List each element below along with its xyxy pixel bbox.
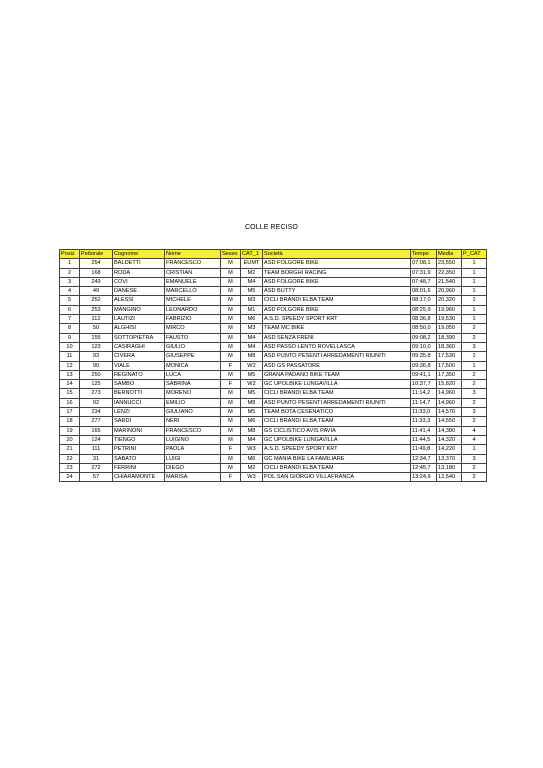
- cell-posiz: 10: [60, 342, 80, 351]
- cell-societa: TEAM BOTA CESENATICO: [263, 408, 411, 417]
- cell-nome: FABRIZIO: [165, 315, 221, 324]
- cell-tempo: 13:24,9: [411, 473, 437, 482]
- cell-tempo: 11:14,7: [411, 398, 437, 407]
- cell-nome: MONICA: [165, 361, 221, 370]
- cell-societa: CICLI BRANDI ELBA TEAM: [263, 417, 411, 426]
- cell-sesso: M: [221, 408, 241, 417]
- table-row: [60, 268, 487, 277]
- cell-pcat: 1: [462, 268, 487, 277]
- cell-pcat: 1: [462, 315, 487, 324]
- cell-societa: ASD FOLGORE BIKE: [263, 277, 411, 286]
- cell-media: 13,370: [437, 454, 462, 463]
- table-row: [60, 435, 487, 444]
- cell-tempo: 07:48,7: [411, 277, 437, 286]
- table-row: [60, 445, 487, 454]
- cell-media: 14,960: [437, 389, 462, 398]
- cell-media: 18,360: [437, 342, 462, 351]
- cell-cognome: CHIARAMONTE: [113, 473, 165, 482]
- cell-posiz: 1: [60, 259, 80, 268]
- cell-societa: GS CICLISTICO AVIS PAVIA: [263, 426, 411, 435]
- cell-pcat: 1: [462, 287, 487, 296]
- cell-tempo: 09:08,2: [411, 333, 437, 342]
- cell-cat: W2: [241, 380, 263, 389]
- cell-pettorale: 123: [80, 342, 113, 351]
- cell-pcat: 2: [462, 380, 487, 389]
- cell-nome: CRISTIAN: [165, 268, 221, 277]
- cell-media: 19,050: [437, 324, 462, 333]
- table-row: [60, 259, 487, 268]
- cell-posiz: 20: [60, 435, 80, 444]
- table-row: [60, 352, 487, 361]
- table-row: [60, 361, 487, 370]
- cell-pcat: 1: [462, 277, 487, 286]
- cell-pcat: 2: [462, 463, 487, 472]
- cell-nome: NERI: [165, 417, 221, 426]
- header-nome: Nome: [165, 250, 221, 259]
- cell-pcat: 2: [462, 398, 487, 407]
- cell-cat: M4: [241, 277, 263, 286]
- cell-cognome: IANNUCCI: [113, 398, 165, 407]
- cell-nome: LEONARDO: [165, 305, 221, 314]
- cell-pettorale: 253: [80, 305, 113, 314]
- cell-pettorale: 124: [80, 435, 113, 444]
- cell-pettorale: 252: [80, 296, 113, 305]
- cell-pettorale: 273: [80, 389, 113, 398]
- cell-media: 20,320: [437, 296, 462, 305]
- cell-pcat: 1: [462, 296, 487, 305]
- cell-societa: ASD PUNTO PESENTI ARREDAMENTI RIUNITI: [263, 352, 411, 361]
- table-row: [60, 408, 487, 417]
- cell-media: 20,960: [437, 287, 462, 296]
- cell-sesso: M: [221, 389, 241, 398]
- cell-posiz: 17: [60, 408, 80, 417]
- header-pcat: P_CAT: [462, 250, 487, 259]
- cell-pettorale: 112: [80, 315, 113, 324]
- cell-cognome: SAMBO: [113, 380, 165, 389]
- cell-posiz: 14: [60, 380, 80, 389]
- cell-media: 17,350: [437, 370, 462, 379]
- cell-nome: EMANUELE: [165, 277, 221, 286]
- cell-media: 14,220: [437, 445, 462, 454]
- table-row: [60, 324, 487, 333]
- page-title: COLLE RECISO: [245, 224, 298, 231]
- cell-cognome: LENZI: [113, 408, 165, 417]
- cell-pcat: 1: [462, 259, 487, 268]
- cell-pettorale: 111: [80, 445, 113, 454]
- cell-nome: MARISA: [165, 473, 221, 482]
- cell-media: 17,530: [437, 352, 462, 361]
- cell-pcat: 2: [462, 473, 487, 482]
- cell-tempo: 12:45,7: [411, 463, 437, 472]
- cell-posiz: 16: [60, 398, 80, 407]
- table-row: [60, 473, 487, 482]
- cell-posiz: 12: [60, 361, 80, 370]
- cell-tempo: 08:01,6: [411, 287, 437, 296]
- cell-posiz: 2: [60, 268, 80, 277]
- header-media: Media: [437, 250, 462, 259]
- cell-cat: M5: [241, 287, 263, 296]
- cell-tempo: 08:25,9: [411, 305, 437, 314]
- cell-cat: M2: [241, 463, 263, 472]
- cell-posiz: 13: [60, 370, 80, 379]
- cell-cognome: CIVERA: [113, 352, 165, 361]
- cell-sesso: M: [221, 342, 241, 351]
- cell-societa: CICLI BRANDI ELBA TEAM: [263, 463, 411, 472]
- cell-societa: ASD BUTTY: [263, 287, 411, 296]
- cell-cat: W3: [241, 445, 263, 454]
- cell-pcat: 1: [462, 305, 487, 314]
- cell-tempo: 11:44,5: [411, 435, 437, 444]
- cell-cat: M4: [241, 435, 263, 444]
- cell-pcat: 3: [462, 342, 487, 351]
- cell-cognome: ALESSI: [113, 296, 165, 305]
- cell-nome: MICHELE: [165, 296, 221, 305]
- header-sesso: Sesso: [221, 250, 241, 259]
- cell-tempo: 08:17,0: [411, 296, 437, 305]
- cell-pettorale: 254: [80, 259, 113, 268]
- cell-posiz: 6: [60, 305, 80, 314]
- cell-posiz: 22: [60, 454, 80, 463]
- cell-pettorale: 250: [80, 370, 113, 379]
- cell-pcat: 1: [462, 445, 487, 454]
- cell-nome: EMILIO: [165, 398, 221, 407]
- cell-posiz: 18: [60, 417, 80, 426]
- cell-media: 15,820: [437, 380, 462, 389]
- cell-posiz: 7: [60, 315, 80, 324]
- cell-sesso: M: [221, 352, 241, 361]
- cell-tempo: 11:41,4: [411, 426, 437, 435]
- cell-media: 22,350: [437, 268, 462, 277]
- cell-tempo: 07:31,9: [411, 268, 437, 277]
- cell-media: 12,540: [437, 473, 462, 482]
- cell-societa: A.S.D. SPEEDY SPORT KRT: [263, 445, 411, 454]
- table-body: [60, 259, 487, 482]
- cell-sesso: M: [221, 417, 241, 426]
- cell-nome: FRANCESCO: [165, 426, 221, 435]
- cell-tempo: 09:36,8: [411, 361, 437, 370]
- cell-cognome: CASIRAGHI: [113, 342, 165, 351]
- cell-cat: M3: [241, 324, 263, 333]
- header-cat: CAT_1: [241, 250, 263, 259]
- cell-posiz: 4: [60, 287, 80, 296]
- cell-cat: M1: [241, 305, 263, 314]
- table-row: [60, 417, 487, 426]
- table-row: [60, 315, 487, 324]
- cell-pcat: 2: [462, 333, 487, 342]
- cell-sesso: M: [221, 324, 241, 333]
- cell-sesso: M: [221, 277, 241, 286]
- cell-tempo: 09:10,0: [411, 342, 437, 351]
- table-row: [60, 333, 487, 342]
- cell-cognome: LAUTIZI: [113, 315, 165, 324]
- cell-posiz: 19: [60, 426, 80, 435]
- cell-pcat: 2: [462, 370, 487, 379]
- cell-cat: M8: [241, 352, 263, 361]
- cell-nome: LUIGINO: [165, 435, 221, 444]
- cell-societa: ASD SENZA FRENI: [263, 333, 411, 342]
- cell-sesso: F: [221, 361, 241, 370]
- cell-societa: CICLI BRANDI ELBA TEAM: [263, 296, 411, 305]
- cell-nome: DIEGO: [165, 463, 221, 472]
- cell-sesso: M: [221, 454, 241, 463]
- cell-cognome: BERNOTTI: [113, 389, 165, 398]
- cell-cognome: DANESE: [113, 287, 165, 296]
- cell-pettorale: 249: [80, 277, 113, 286]
- cell-nome: LUCA: [165, 370, 221, 379]
- cell-sesso: F: [221, 445, 241, 454]
- cell-nome: GIULIO: [165, 342, 221, 351]
- cell-pcat: 1: [462, 352, 487, 361]
- header-societa: Società: [263, 250, 411, 259]
- cell-societa: GC UPOLBIKE LUNGAVILLA: [263, 380, 411, 389]
- cell-nome: LUIGI: [165, 454, 221, 463]
- cell-media: 14,380: [437, 426, 462, 435]
- cell-nome: PAOLA: [165, 445, 221, 454]
- cell-societa: ASD FOLGORE BIKE: [263, 305, 411, 314]
- cell-nome: GIUSEPPE: [165, 352, 221, 361]
- table-row: [60, 398, 487, 407]
- cell-posiz: 3: [60, 277, 80, 286]
- header-tempo: Tempo: [411, 250, 437, 259]
- cell-cognome: RODA: [113, 268, 165, 277]
- cell-media: 19,960: [437, 305, 462, 314]
- cell-pcat: 2: [462, 417, 487, 426]
- cell-societa: A.S.D. SPEEDY SPORT KRT: [263, 315, 411, 324]
- cell-societa: GC MANIA BIKE LA FAMILIARE: [263, 454, 411, 463]
- header-posiz: Posiz: [60, 250, 80, 259]
- cell-societa: ASD GS PASSATORE: [263, 361, 411, 370]
- cell-cat: M6: [241, 315, 263, 324]
- cell-cognome: BALDETTI: [113, 259, 165, 268]
- cell-societa: GRANA PADANO BIKE TEAM: [263, 370, 411, 379]
- cell-tempo: 08:36,8: [411, 315, 437, 324]
- cell-tempo: 07:08,1: [411, 259, 437, 268]
- cell-cat: M4: [241, 342, 263, 351]
- cell-cognome: SOTTOPIETRA: [113, 333, 165, 342]
- cell-media: 21,540: [437, 277, 462, 286]
- cell-societa: ASD PASSO LENTO ROVELLASCA: [263, 342, 411, 351]
- cell-nome: FRANCESCO: [165, 259, 221, 268]
- cell-nome: GIULIANO: [165, 408, 221, 417]
- cell-nome: MARCELLO: [165, 287, 221, 296]
- cell-nome: MORENO: [165, 389, 221, 398]
- cell-tempo: 11:33,0: [411, 408, 437, 417]
- cell-cognome: ALGHISI: [113, 324, 165, 333]
- cell-societa: POL.SAN GIORGIO VILLAFRANCA: [263, 473, 411, 482]
- cell-cat: M4: [241, 333, 263, 342]
- cell-pettorale: 31: [80, 454, 113, 463]
- cell-cat: M5: [241, 370, 263, 379]
- cell-societa: TEAM BORGHI RACING: [263, 268, 411, 277]
- cell-sesso: M: [221, 398, 241, 407]
- cell-societa: GC UPOLBIKE LUNGAVILLA: [263, 435, 411, 444]
- cell-cognome: MARINONI: [113, 426, 165, 435]
- cell-pcat: 1: [462, 361, 487, 370]
- cell-cognome: SARDI: [113, 417, 165, 426]
- cell-pcat: 4: [462, 426, 487, 435]
- cell-posiz: 8: [60, 324, 80, 333]
- cell-posiz: 9: [60, 333, 80, 342]
- cell-pettorale: 57: [80, 473, 113, 482]
- header-cognome: Cognome: [113, 250, 165, 259]
- cell-sesso: M: [221, 287, 241, 296]
- cell-pcat: 3: [462, 408, 487, 417]
- cell-media: 14,320: [437, 435, 462, 444]
- table-row: [60, 277, 487, 286]
- cell-cognome: TIENGO: [113, 435, 165, 444]
- cell-posiz: 21: [60, 445, 80, 454]
- cell-cat: M8: [241, 398, 263, 407]
- cell-posiz: 5: [60, 296, 80, 305]
- table-row: [60, 296, 487, 305]
- cell-media: 14,550: [437, 417, 462, 426]
- cell-pcat: 3: [462, 454, 487, 463]
- cell-media: 19,530: [437, 315, 462, 324]
- cell-sesso: M: [221, 305, 241, 314]
- cell-tempo: 11:14,2: [411, 389, 437, 398]
- cell-pettorale: 93: [80, 352, 113, 361]
- cell-cat: M8: [241, 426, 263, 435]
- cell-nome: SABRINA: [165, 380, 221, 389]
- table-row: [60, 287, 487, 296]
- cell-cat: M6: [241, 454, 263, 463]
- cell-cognome: FERRINI: [113, 463, 165, 472]
- cell-tempo: 11:33,3: [411, 417, 437, 426]
- cell-pettorale: 272: [80, 463, 113, 472]
- table-row: [60, 380, 487, 389]
- cell-cat: M5: [241, 408, 263, 417]
- cell-tempo: 12:34,7: [411, 454, 437, 463]
- cell-cat: M6: [241, 417, 263, 426]
- cell-cat: W2: [241, 361, 263, 370]
- cell-media: 14,570: [437, 408, 462, 417]
- cell-cognome: VIALE: [113, 361, 165, 370]
- cell-cat: M2: [241, 268, 263, 277]
- table-row: [60, 454, 487, 463]
- cell-societa: ASD PUNTO PESENTI ARREDAMENTI RIUNITI: [263, 398, 411, 407]
- cell-cognome: PETRINI: [113, 445, 165, 454]
- cell-tempo: 11:49,8: [411, 445, 437, 454]
- cell-sesso: M: [221, 463, 241, 472]
- cell-media: 18,390: [437, 333, 462, 342]
- table-row: [60, 463, 487, 472]
- cell-pettorale: 92: [80, 398, 113, 407]
- cell-pettorale: 168: [80, 268, 113, 277]
- cell-societa: ASD FOLGORE BIKE: [263, 259, 411, 268]
- header-pettorale: Pettorale: [80, 250, 113, 259]
- cell-cognome: MANGINO: [113, 305, 165, 314]
- cell-cognome: COVI: [113, 277, 165, 286]
- results-table: [59, 249, 487, 482]
- cell-pettorale: 234: [80, 408, 113, 417]
- cell-posiz: 23: [60, 463, 80, 472]
- cell-sesso: M: [221, 315, 241, 324]
- cell-posiz: 11: [60, 352, 80, 361]
- cell-sesso: M: [221, 426, 241, 435]
- cell-tempo: 09:35,8: [411, 352, 437, 361]
- cell-sesso: M: [221, 296, 241, 305]
- cell-cat: M3: [241, 296, 263, 305]
- cell-pcat: 3: [462, 389, 487, 398]
- cell-posiz: 24: [60, 473, 80, 482]
- cell-sesso: M: [221, 435, 241, 444]
- table-row: [60, 389, 487, 398]
- cell-cognome: SABATO: [113, 454, 165, 463]
- cell-sesso: M: [221, 370, 241, 379]
- table-row: [60, 342, 487, 351]
- cell-cat: EUMT: [241, 259, 263, 268]
- cell-cat: W3: [241, 473, 263, 482]
- cell-nome: MIRCO: [165, 324, 221, 333]
- cell-media: 13,180: [437, 463, 462, 472]
- cell-pettorale: 125: [80, 380, 113, 389]
- cell-societa: TEAM MC BIKE: [263, 324, 411, 333]
- cell-posiz: 15: [60, 389, 80, 398]
- cell-pettorale: 155: [80, 333, 113, 342]
- cell-media: 14,960: [437, 398, 462, 407]
- cell-tempo: 09:41,1: [411, 370, 437, 379]
- cell-pettorale: 277: [80, 417, 113, 426]
- cell-sesso: M: [221, 259, 241, 268]
- header-row: [60, 250, 487, 259]
- cell-media: 23,550: [437, 259, 462, 268]
- cell-cognome: REGINATO: [113, 370, 165, 379]
- cell-societa: CICLI BRANDI ELBA TEAM: [263, 389, 411, 398]
- cell-pettorale: 90: [80, 361, 113, 370]
- cell-sesso: F: [221, 473, 241, 482]
- cell-pcat: 4: [462, 435, 487, 444]
- cell-media: 17,500: [437, 361, 462, 370]
- table-row: [60, 370, 487, 379]
- table-row: [60, 305, 487, 314]
- cell-tempo: 08:50,0: [411, 324, 437, 333]
- cell-pettorale: 49: [80, 287, 113, 296]
- cell-pettorale: 50: [80, 324, 113, 333]
- cell-cat: M5: [241, 389, 263, 398]
- cell-nome: FAUSTO: [165, 333, 221, 342]
- cell-sesso: M: [221, 333, 241, 342]
- table-row: [60, 426, 487, 435]
- cell-sesso: F: [221, 380, 241, 389]
- cell-tempo: 10:37,7: [411, 380, 437, 389]
- cell-pcat: 2: [462, 324, 487, 333]
- cell-sesso: M: [221, 268, 241, 277]
- cell-pettorale: 165: [80, 426, 113, 435]
